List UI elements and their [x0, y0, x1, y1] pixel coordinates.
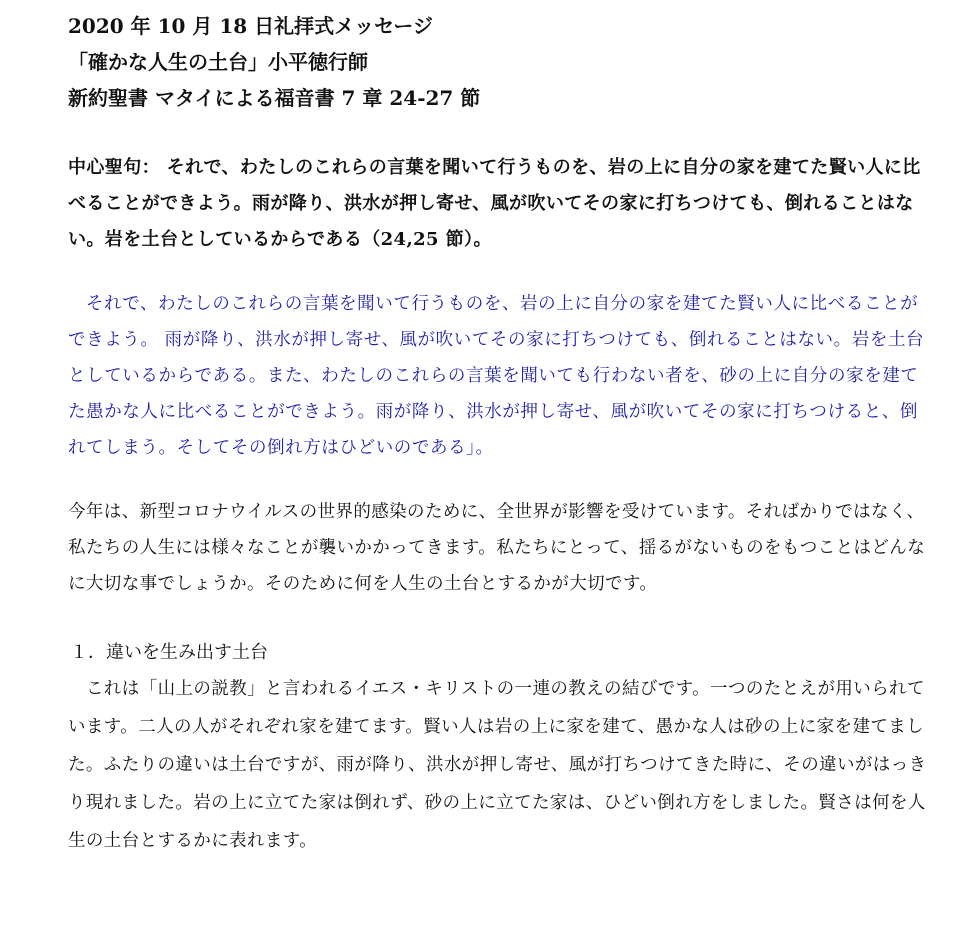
spacer — [68, 602, 928, 636]
spacer — [68, 116, 928, 150]
service-date-title: 2020 年 10 月 18 日礼拝式メッセージ — [68, 14, 433, 38]
scripture-passage: それで、わたしのこれらの言葉を聞いて行うものを、岩の上に自分の家を建てた賢い人に比べることができよう。 雨が降り、洪水が押し寄せ、風が吹いてその家に打ちつけても、倒れることはない。岩を土台としているからである。また、わたしのこれらの言葉を聞いても行わない者を、砂の上に自分の家を建てた愚かな人に比べることができよう。雨が降り、洪水が押し寄せ、風が吹いてその家に打ちつけると、倒れてしまう。そしてその倒れ方はひどいのである」。 — [68, 294, 925, 458]
document-page — [68, 8, 928, 860]
sermon-title: 「確かな人生の土台」小平徳行師 — [68, 50, 368, 74]
section-1-heading: １．違いを生み出す土台 — [70, 642, 268, 663]
intro-paragraph: 今年は、新型コロナウイルスの世界的感染のために、全世界が影響を受けています。そればかりではなく、私たちの人生には様々なことが襲いかかってきます。私たちにとって、揺るがないものをもつことはどんなに大切な事でしょうか。そのために何を人生の土台とするかが大切です。 — [68, 502, 926, 594]
spacer — [68, 466, 928, 494]
key-verse: 中心聖句： それで、わたしのこれらの言葉を聞いて行うものを、岩の上に自分の家を建てた賢い人に比べることができよう。雨が降り、洪水が押し寄せ、風が吹いてその家に打ちつけても、倒れることはない。岩を土台としているからである（24,25 節）。 — [68, 157, 921, 250]
spacer — [68, 258, 928, 286]
scripture-reference: 新約聖書 マタイによる福音書 7 章 24-27 節 — [68, 86, 481, 110]
section-1-body: これは「山上の説教」と言われるイエス・キリストの一連の教えの結びです。一つのたとえが用いられています。二人の人がそれぞれ家を建てます。賢い人は岩の上に家を建て、愚かな人は砂の上に家を建てました。ふたりの違いは土台ですが、雨が降り、洪水が押し寄せ、風が打ちつけてきた時に、その違いがはっきり現れました。岩の上に立てた家は倒れず、砂の上に立てた家は、ひどい倒れ方をしました。賢さは何を人生の土台とするかに表れます。 — [68, 679, 927, 851]
